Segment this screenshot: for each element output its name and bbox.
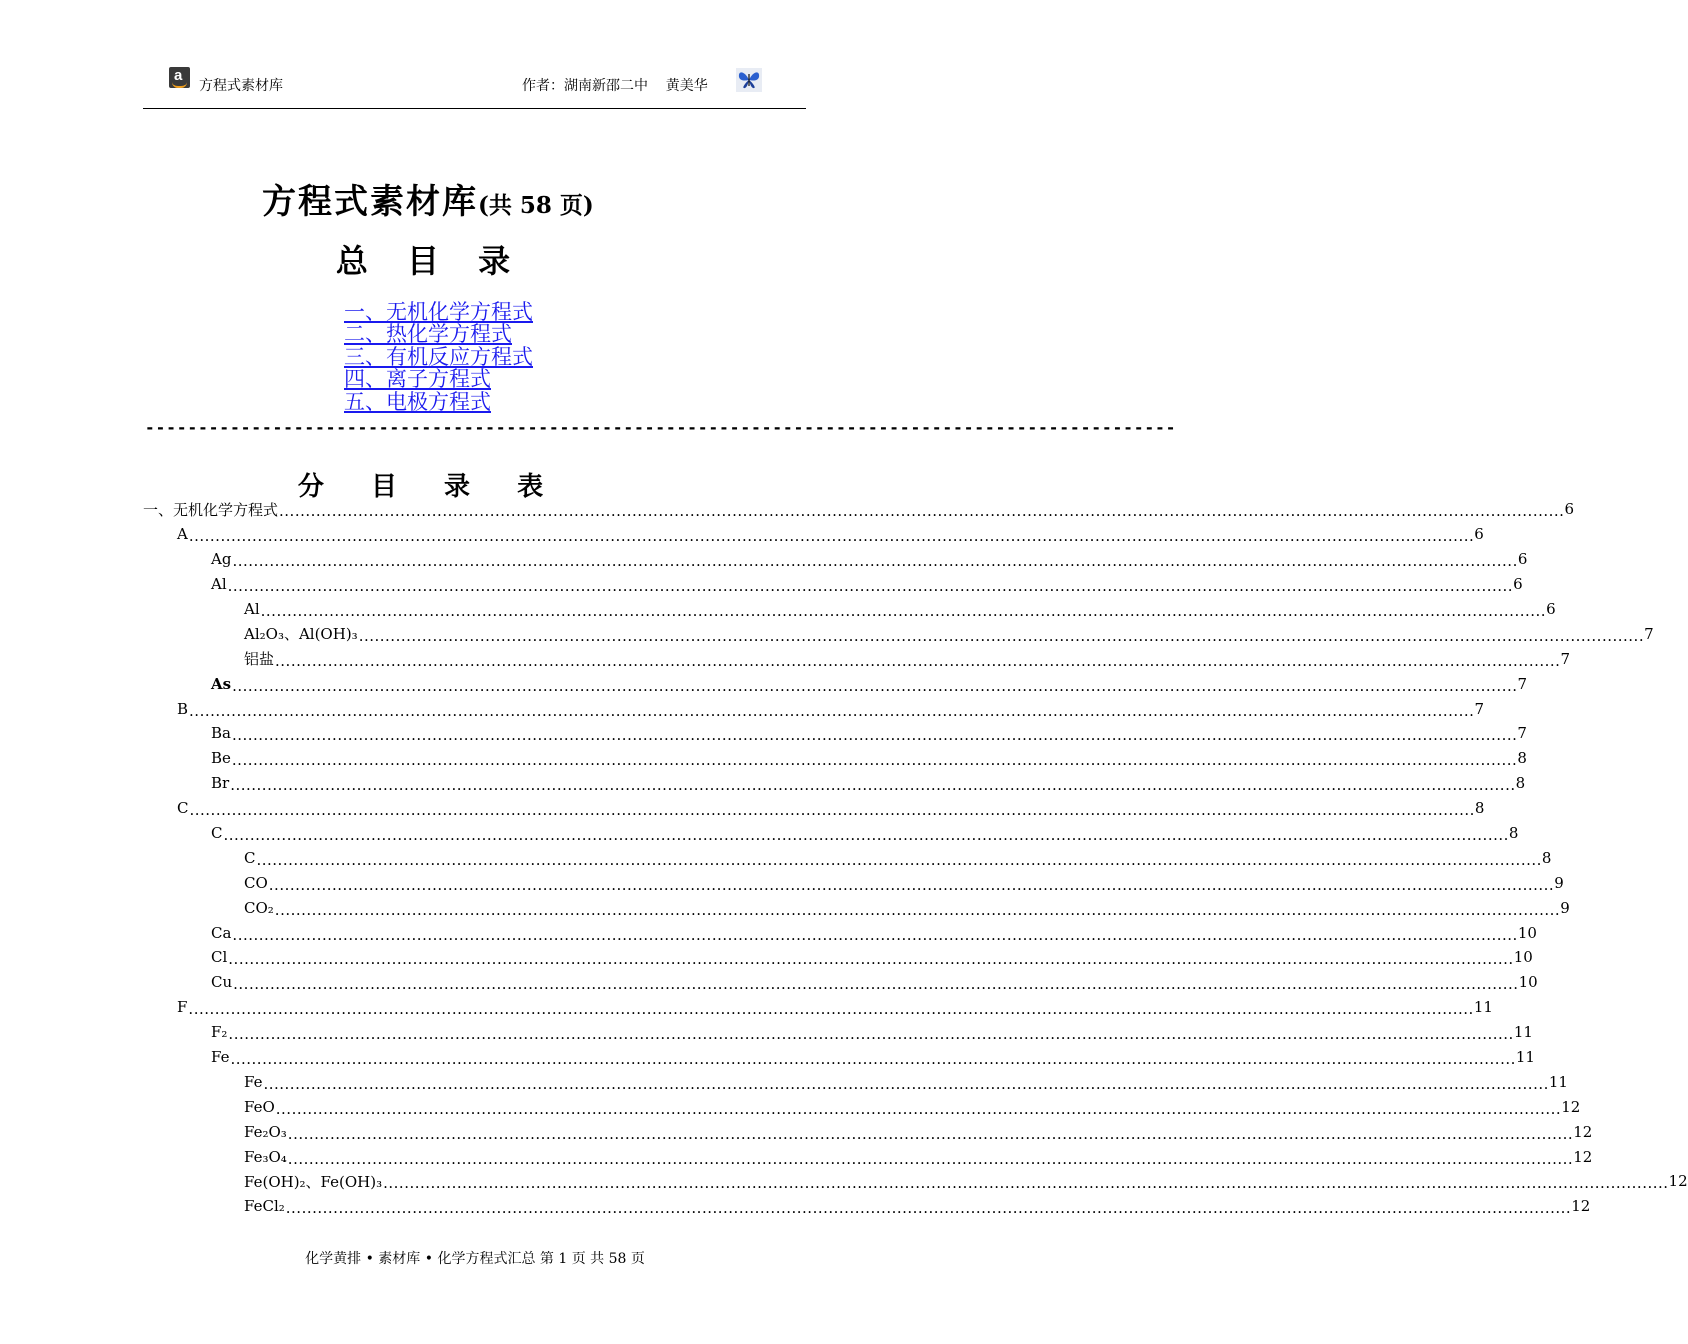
toc-entry[interactable] — [143, 696, 1484, 721]
toc-entry-label: Al — [244, 600, 260, 618]
toc-entry[interactable] — [143, 522, 1484, 547]
toc-entry-page: 6 — [1474, 525, 1484, 544]
toc-entry[interactable] — [143, 870, 1564, 895]
toc-entry-label: FeCl₂ — [244, 1197, 285, 1216]
logo-smile — [172, 82, 187, 88]
toc-entry[interactable] — [143, 771, 1526, 796]
toc-entry-page: 7 — [1644, 624, 1654, 643]
toc-leader-dots — [230, 1050, 1515, 1068]
toc-entry-page: 10 — [1517, 923, 1537, 942]
toc-leader-dots — [275, 901, 1560, 919]
separator-line: ------------------------------------------------------------------------------------------------- — [145, 418, 1177, 437]
toc-leader-dots — [269, 876, 1554, 894]
toc-entry[interactable] — [143, 920, 1537, 945]
toc-entry-label: F — [177, 998, 188, 1017]
toc-entry-page: 10 — [1513, 948, 1533, 967]
toc-entry[interactable] — [143, 1119, 1593, 1144]
toc-entry-label: Ag — [211, 550, 232, 569]
toc-leader-dots — [359, 627, 1644, 645]
toc-entry-page: 6 — [1517, 550, 1528, 569]
toc-entry[interactable] — [143, 1020, 1533, 1045]
toc-entry-page: 8 — [1517, 749, 1527, 768]
toc-leader-dots — [233, 975, 1518, 993]
page-header — [143, 64, 806, 109]
toc-entry[interactable] — [143, 995, 1493, 1020]
toc-entry[interactable] — [143, 497, 1574, 522]
header-author: 作者：湖南新邵二中 黄美华 — [522, 78, 708, 94]
toc-entry-label: Fe₃O₄ — [244, 1147, 287, 1166]
toc-leader-dots — [228, 1025, 1513, 1043]
toc-leader-dots — [383, 1174, 1668, 1192]
title-main: 方程式素材库 — [262, 182, 478, 222]
toc-entry-page: 7 — [1560, 649, 1570, 668]
toc-entry-page: 7 — [1517, 674, 1528, 693]
amazon-logo-icon — [169, 67, 190, 88]
toc-entry-page: 10 — [1518, 973, 1538, 992]
toc-leader-dots — [275, 652, 1560, 670]
toc-leader-dots — [232, 926, 1517, 944]
toc-entry-page: 12 — [1573, 1122, 1593, 1141]
toc-entry-page: 7 — [1517, 724, 1527, 743]
toc-entry-page: 11 — [1548, 1072, 1568, 1091]
toc-entry-label: As — [211, 674, 232, 693]
toc-leader-dots — [223, 826, 1508, 844]
toc-entry-label: C — [244, 848, 256, 867]
toc-link-organic[interactable]: 三、有机反应方程式 — [344, 344, 533, 369]
toc-entry-page: 9 — [1554, 873, 1564, 892]
toc-entry-label: Be — [211, 749, 231, 768]
toc-entry[interactable] — [143, 721, 1527, 746]
toc-leader-dots — [261, 602, 1546, 620]
toc-entry-page: 7 — [1474, 699, 1484, 718]
toc-entry-label: B — [177, 699, 189, 718]
toc-entry[interactable] — [143, 597, 1556, 622]
toc-entry-label: A — [177, 525, 188, 544]
toc-leader-dots — [189, 702, 1474, 720]
toc-entry-page: 6 — [1513, 575, 1523, 594]
toc-leader-dots — [288, 1150, 1573, 1168]
toc-entry-label: Fe — [211, 1048, 230, 1067]
toc-entry-label: CO — [244, 873, 268, 892]
toc-entry[interactable] — [143, 821, 1519, 846]
toc-entry[interactable] — [143, 646, 1570, 671]
toc-entry[interactable] — [143, 1069, 1568, 1094]
toc-entry-label: FeO — [244, 1097, 275, 1116]
logo-letter: a — [174, 67, 183, 84]
toc-link-ionic[interactable]: 四、离子方程式 — [344, 367, 491, 392]
toc-entry-page: 11 — [1513, 1023, 1533, 1042]
toc-entry-label: Cl — [211, 948, 228, 967]
toc-leader-dots — [232, 552, 1517, 570]
page-footer: 化学黄排 • 素材库 • 化学方程式汇总 第 1 页 共 58 页 — [305, 1251, 645, 1267]
toc-entry-label: Ba — [211, 724, 231, 743]
toc-entry[interactable] — [143, 621, 1654, 646]
toc-entry-label: Al₂O₃、Al(OH)₃ — [244, 625, 358, 644]
toc-entry-label: 铝盐 — [244, 650, 275, 669]
toc-entry-label: Fe(OH)₂、Fe(OH)₃ — [244, 1172, 383, 1191]
butterfly-icon — [736, 68, 762, 92]
toc-entry-page: 12 — [1668, 1172, 1688, 1191]
toc-leader-dots — [232, 677, 1517, 695]
toc-entry-label: F₂ — [211, 1023, 228, 1042]
toc-entry-label: Br — [211, 774, 230, 793]
toc-leader-dots — [256, 851, 1541, 869]
toc-leader-dots — [286, 1199, 1571, 1217]
toc-entry[interactable] — [143, 970, 1538, 995]
toc-entry-page: 12 — [1573, 1147, 1593, 1166]
toc-entry[interactable] — [143, 1144, 1593, 1169]
toc-leader-dots — [279, 502, 1564, 520]
toc-entry[interactable] — [143, 671, 1528, 696]
toc-entry[interactable] — [143, 1194, 1591, 1219]
toc-entry-page: 11 — [1473, 998, 1493, 1017]
toc-entry-label: Fe₂O₃ — [244, 1122, 287, 1141]
toc-leader-dots — [189, 801, 1474, 819]
toc-entry-label: C — [211, 824, 223, 843]
header-left-text: 方程式素材库 — [199, 78, 283, 94]
main-toc-links — [344, 301, 533, 413]
toc-leader-dots — [188, 1000, 1473, 1018]
toc-entry[interactable] — [143, 1094, 1581, 1119]
toc-leader-dots — [228, 577, 1513, 595]
toc-entry[interactable] — [143, 796, 1485, 821]
toc-entry[interactable] — [143, 1169, 1688, 1194]
toc-entry-label: Al — [211, 575, 227, 594]
toc-link-electrode[interactable]: 五、电极方程式 — [344, 389, 491, 414]
toc-entry[interactable] — [143, 945, 1533, 970]
toc-entry-page: 8 — [1508, 824, 1519, 843]
toc-entry[interactable] — [143, 547, 1528, 572]
toc-entry-page: 6 — [1546, 600, 1556, 618]
toc-entry-page: 8 — [1515, 774, 1526, 793]
toc-leader-dots — [230, 776, 1515, 794]
main-toc-heading: 总 目 录 — [335, 242, 525, 280]
sub-toc-heading: 分 目 录 表 — [297, 472, 563, 502]
toc-entry-page: 12 — [1561, 1097, 1581, 1116]
toc-entry-page: 12 — [1571, 1197, 1591, 1216]
toc-entry-label: C — [177, 799, 189, 818]
toc-leader-dots — [276, 1100, 1561, 1118]
toc-link-inorganic[interactable]: 一、无机化学方程式 — [344, 300, 533, 324]
toc-leader-dots — [232, 751, 1517, 769]
title-page-count: (共 58 页) — [478, 192, 594, 219]
toc-entry[interactable] — [143, 1045, 1535, 1070]
toc-entry[interactable] — [143, 572, 1523, 597]
toc-leader-dots — [263, 1075, 1548, 1093]
toc-entry-page: 11 — [1515, 1048, 1535, 1067]
toc-entry-label: 一、无机化学方程式 — [143, 500, 279, 519]
document-title — [262, 174, 594, 223]
toc-entry[interactable] — [143, 746, 1527, 771]
toc-entry-page: 8 — [1474, 799, 1485, 818]
toc-entry[interactable] — [143, 845, 1552, 870]
toc-entry[interactable] — [143, 895, 1570, 920]
toc-leader-dots — [189, 527, 1474, 545]
toc-entry-page: 6 — [1564, 500, 1574, 519]
sub-toc-list — [143, 497, 1688, 1219]
toc-entry-label: Fe — [244, 1072, 263, 1091]
toc-leader-dots — [288, 1125, 1573, 1143]
toc-leader-dots — [228, 950, 1513, 968]
toc-leader-dots — [232, 726, 1517, 744]
toc-entry-label: Ca — [211, 923, 232, 942]
toc-entry-label: CO₂ — [244, 898, 274, 917]
toc-entry-page: 8 — [1541, 848, 1552, 867]
toc-entry-page: 9 — [1560, 898, 1570, 917]
toc-entry-label: Cu — [211, 973, 233, 992]
toc-link-thermo[interactable]: 二、热化学方程式 — [344, 322, 512, 347]
